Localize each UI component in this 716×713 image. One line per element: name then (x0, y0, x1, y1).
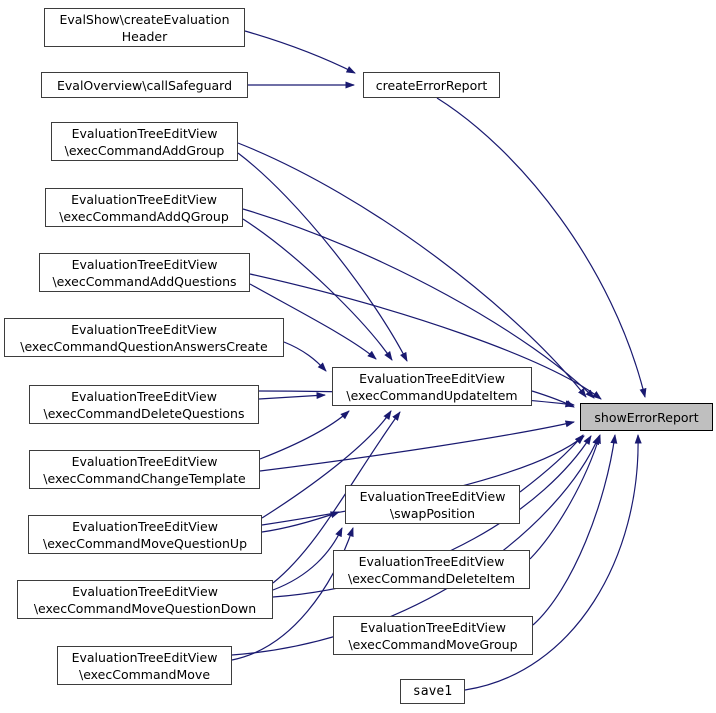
edge-execCommandDeleteQuestions-execCommandUpdateItem (259, 395, 325, 399)
node-label: EvaluationTreeEditView (358, 553, 505, 569)
node-label: \execCommandMoveQuestionDown (33, 600, 257, 616)
edge-execCommandChangeTemplate-showErrorReport (260, 422, 574, 471)
node-execCommandMoveGroup[interactable] (333, 616, 533, 655)
node-label: EvaluationTreeEditView (71, 125, 218, 141)
edge-createErrorReport-showErrorReport (437, 98, 645, 397)
node-label: EvaluationTreeEditView (71, 321, 217, 337)
node-label: Header (121, 28, 168, 44)
node-label: EvaluationTreeEditView (71, 191, 217, 207)
edge-execCommandMoveQuestionDown-swapPosition (273, 528, 342, 590)
node-label: EvaluationTreeEditView (71, 649, 218, 665)
node-label: \execCommandAddQGroup (59, 208, 229, 224)
node-label: EvaluationTreeEditView (71, 256, 218, 272)
node-label: EvaluationTreeEditView (359, 370, 505, 386)
edge-execCommandMoveGroup-showErrorReport (533, 435, 615, 625)
edge-execCommandQuestionAnswersCreate-execCommandUpdateItem (284, 342, 326, 371)
node-label: EvalShow\createEvaluation (59, 11, 230, 27)
node-label: EvaluationTreeEditView (72, 583, 218, 599)
node-execCommandDeleteQuestions[interactable] (29, 385, 259, 424)
node-execCommandUpdateItem[interactable] (332, 367, 532, 406)
node-label: \execCommandUpdateItem (346, 387, 518, 403)
node-label: EvaluationTreeEditView (360, 619, 506, 635)
node-execCommandChangeTemplate[interactable] (29, 450, 260, 489)
node-save1[interactable] (400, 679, 465, 704)
node-label: \execCommandChangeTemplate (43, 470, 246, 486)
node-execCommandAddQGroup[interactable] (45, 188, 243, 227)
node-execCommandAddGroup[interactable] (51, 122, 238, 161)
node-label: EvaluationTreeEditView (72, 518, 218, 534)
node-label: \execCommandMove (78, 666, 211, 682)
node-label: \execCommandDeleteItem (347, 570, 516, 586)
edge-execCommandChangeTemplate-execCommandUpdateItem (260, 411, 349, 459)
node-createErrorReport[interactable] (363, 72, 500, 98)
node-label: EvaluationTreeEditView (71, 453, 218, 469)
node-execCommandMoveQuestionDown[interactable] (17, 580, 273, 619)
node-createEvaluationHeader[interactable] (44, 8, 245, 47)
node-execCommandMove[interactable] (57, 646, 232, 685)
node-label: EvaluationTreeEditView (71, 388, 217, 404)
node-label: showErrorReport (594, 409, 699, 425)
node-execCommandQuestionAnswersCreate[interactable] (4, 318, 284, 357)
node-execCommandDeleteItem[interactable] (333, 550, 530, 589)
node-showErrorReport[interactable] (580, 403, 713, 431)
node-label: \swapPosition (389, 505, 476, 521)
node-label: \execCommandAddGroup (64, 142, 225, 158)
node-label: \execCommandQuestionAnswersCreate (20, 338, 268, 354)
node-label: \execCommandMoveGroup (348, 636, 518, 652)
node-execCommandAddQuestions[interactable] (39, 253, 250, 292)
edge-execCommandAddGroup-showErrorReport (238, 143, 586, 397)
node-swapPosition[interactable] (345, 485, 520, 524)
node-label: createErrorReport (375, 77, 488, 93)
node-label: EvalOverview\callSafeguard (56, 77, 233, 93)
node-callSafeguard[interactable] (41, 72, 248, 98)
node-label: \execCommandAddQuestions (52, 273, 237, 289)
node-label: save1 (412, 684, 453, 699)
node-label: \execCommandMoveQuestionUp (42, 535, 248, 551)
edge-execCommandMoveQuestionUp-swapPosition (262, 512, 339, 532)
node-label: EvaluationTreeEditView (359, 488, 506, 504)
edge-createEvaluationHeader-createErrorReport (245, 31, 355, 73)
node-execCommandMoveQuestionUp[interactable] (28, 515, 262, 554)
node-label: \execCommandDeleteQuestions (43, 405, 245, 421)
edge-execCommandUpdateItem-showErrorReport (532, 391, 574, 407)
